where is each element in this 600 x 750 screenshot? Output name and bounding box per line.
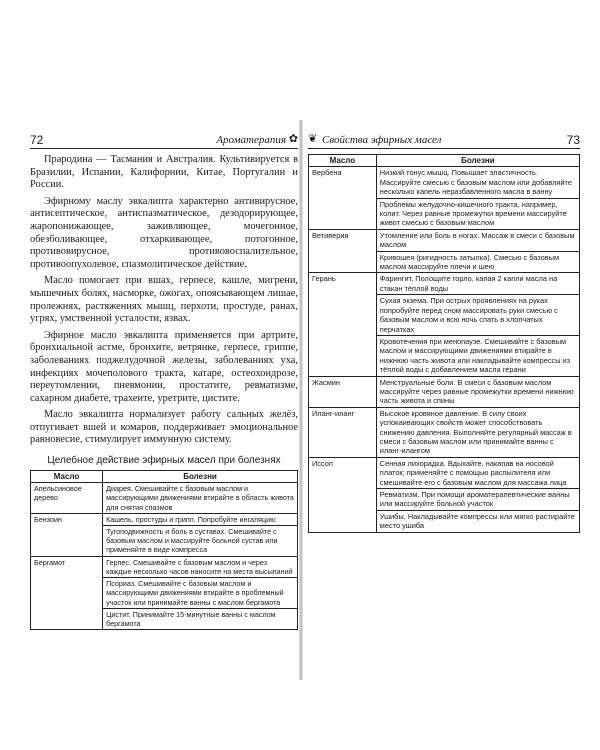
table-title: Целебное действие эфирных масел при болезнях <box>47 455 281 467</box>
book-spine <box>299 120 303 680</box>
table-row <box>309 273 580 295</box>
table-row <box>309 229 580 251</box>
left-page <box>30 133 298 630</box>
right-running-head <box>308 133 580 149</box>
table-row <box>31 483 298 514</box>
disease-cell: Кривошея (ригидность затылка). Смесью с базовым маслом массируйте плечи и шею <box>376 251 579 273</box>
disease-cell: Фарингит. Полощите горло, капая 2 капли масла на стакан тёплой воды <box>376 273 579 295</box>
right-page <box>308 133 580 533</box>
paragraph: Масло помогает при вшах, герпесе, кашле, мигрени, мышечных болях, насморке, ожогах, опоясывающем лишае, пролежнях, растяжениях мышц, перхоти, простуде, ранах, угрях, умственной усталости, язвах. <box>30 275 298 325</box>
table-row <box>309 457 580 488</box>
oil-name: Вербена <box>309 167 377 229</box>
disease-cell: Тугоподвижность и боль в суставах. Смешивайте с базовым маслом и массируйте больной сустав или применяйте в виде компресса <box>103 526 298 557</box>
oil-name: Жасмин <box>309 376 377 407</box>
page-number-right: 73 <box>566 133 580 147</box>
table-row <box>309 167 580 198</box>
column-header-oil: Масло <box>31 471 103 483</box>
oil-name: Иссоп <box>309 457 377 532</box>
flower-ornament-icon: ✿ <box>288 133 298 145</box>
disease-cell: Псориаз. Смешивайте с базовым маслом и массирующими движениями втирайте в проблемный участок или принимайте ванны с маслом бергамота <box>103 578 298 609</box>
table-row <box>309 407 580 457</box>
paragraph: Эфирное масло эвкалипта применяется при артрите, бронхиальной астме, бронхите, ветрянке, герпесе, гриппе, заболеваниях поджелудочной железы, заболеваниях уха, инфекциях мочеполового тракта, катаре, остеохондрозе, переутомлении, пневмонии, простатите, ревматизме, сахарном диабете, трахеите, уретрите, цистите. <box>30 329 298 404</box>
paragraph: Масло эвкалипта нормализует работу сальных желёз, отпугивает вшей и комаров, поддерживает эмоциональное равновесие, стимулирует иммунную систему. <box>30 409 298 446</box>
disease-cell: Ушибы. Накладывайте компрессы или мягко растирайте место ушиба <box>376 510 579 532</box>
disease-cell: Герпес. Смешивайте с базовым маслом и через каждые несколько часов наносите на места высыпаний <box>103 556 298 577</box>
oils-table-left <box>30 470 298 630</box>
oil-name: Иланг-иланг <box>309 407 377 457</box>
paragraph: Прародина — Тасмания и Австралия. Культивируется в Бразилии, Испании, Калифорнии, Китае, Португалии и России. <box>30 154 298 191</box>
oils-table-right <box>308 154 580 533</box>
disease-cell: Ревматизм. При помощи ароматерапевтические ванны или массируйте больной участок <box>376 489 579 511</box>
page-number-left: 72 <box>30 133 44 147</box>
running-title-right: Свойства эфирных масел <box>322 134 442 146</box>
column-header-oil: Масло <box>309 155 377 167</box>
oil-name: Бензоин <box>31 513 103 556</box>
left-running-head <box>30 133 298 149</box>
table-row <box>309 376 580 407</box>
disease-cell: Кашель, простуды и грипп. Попробуйте ингаляцию <box>103 513 298 525</box>
disease-cell: Проблемы желудочно-кишечного тракта, например, колит. Через равные промежутки времени массируйте живот смесью с базовым маслом <box>376 198 579 229</box>
column-header-diseases: Болезни <box>103 471 298 483</box>
disease-cell: Сенная лихорадка. Вдыхайте, накапав на носовой платок; применяйте с помощью распылителя или смешивайте его с базовым маслом для массажа лица <box>376 457 579 488</box>
disease-cell: Менструальные боли. В смеси с базовым маслом массируйте через равные промежутки времени нижнюю часть живота и спины <box>376 376 579 407</box>
oil-name: Апельсиновое дерево <box>31 483 103 514</box>
left-body-text <box>30 154 298 447</box>
disease-cell: Диарея. Смешивайте с базовым маслом и массирующими движениями втирайте в область живота для снятия спазмов <box>103 483 298 514</box>
column-header-diseases: Болезни <box>376 155 579 167</box>
oil-name: Герань <box>309 273 377 376</box>
disease-cell: Сухая экзема. При острых проявлениях на руках попробуйте перед сном массировать руки смесью с базовым маслом и всю ночь спать в хлопчатых перчатках <box>376 295 579 336</box>
disease-cell: Низкий тонус мышц. Повышает эластичность. Массируйте смесью с базовым маслом или добавляйте несколько капель неразбавленного масла в ванну <box>376 167 579 198</box>
flower-ornament-icon: ❦ <box>308 133 318 145</box>
disease-cell: Утомление или боль в ногах. Массаж в смеси с базовым маслом <box>376 229 579 251</box>
disease-cell: Высокое кровяное давление. В силу своих успокаивающих свойств может способствовать снижению давления. Выполняйте регулярный массаж в смеси с базовым маслом или принимайте ванны с иланг-илангом <box>376 407 579 457</box>
oil-name: Бергамот <box>31 556 103 629</box>
table-row <box>31 513 298 525</box>
running-title-left: Ароматерапия <box>216 134 286 146</box>
disease-cell: Цистит. Принимайте 15-минутные ванны с маслом бергамота <box>103 608 298 629</box>
table-row <box>31 556 298 577</box>
disease-cell: Кровотечения при менопаузе. Смешивайте с базовым маслом и массирующими движениями втирайте в нижнюю часть живота или накладывайте компрессы из тёплой воды с добавлением масла герани <box>376 335 579 376</box>
paragraph: Эфирному маслу эвкалипта характерно антивирусное, антисептическое, антиспазматическое, дезодорирующее, жаропонижающее, заживляющее, мочегонное, обезболивающее, отхаркивающее, потогонное, противовирусное, противовоспалительное, противоопухолевое, спазмолитическое действие. <box>30 195 298 270</box>
oil-name: Ветиверия <box>309 229 377 273</box>
